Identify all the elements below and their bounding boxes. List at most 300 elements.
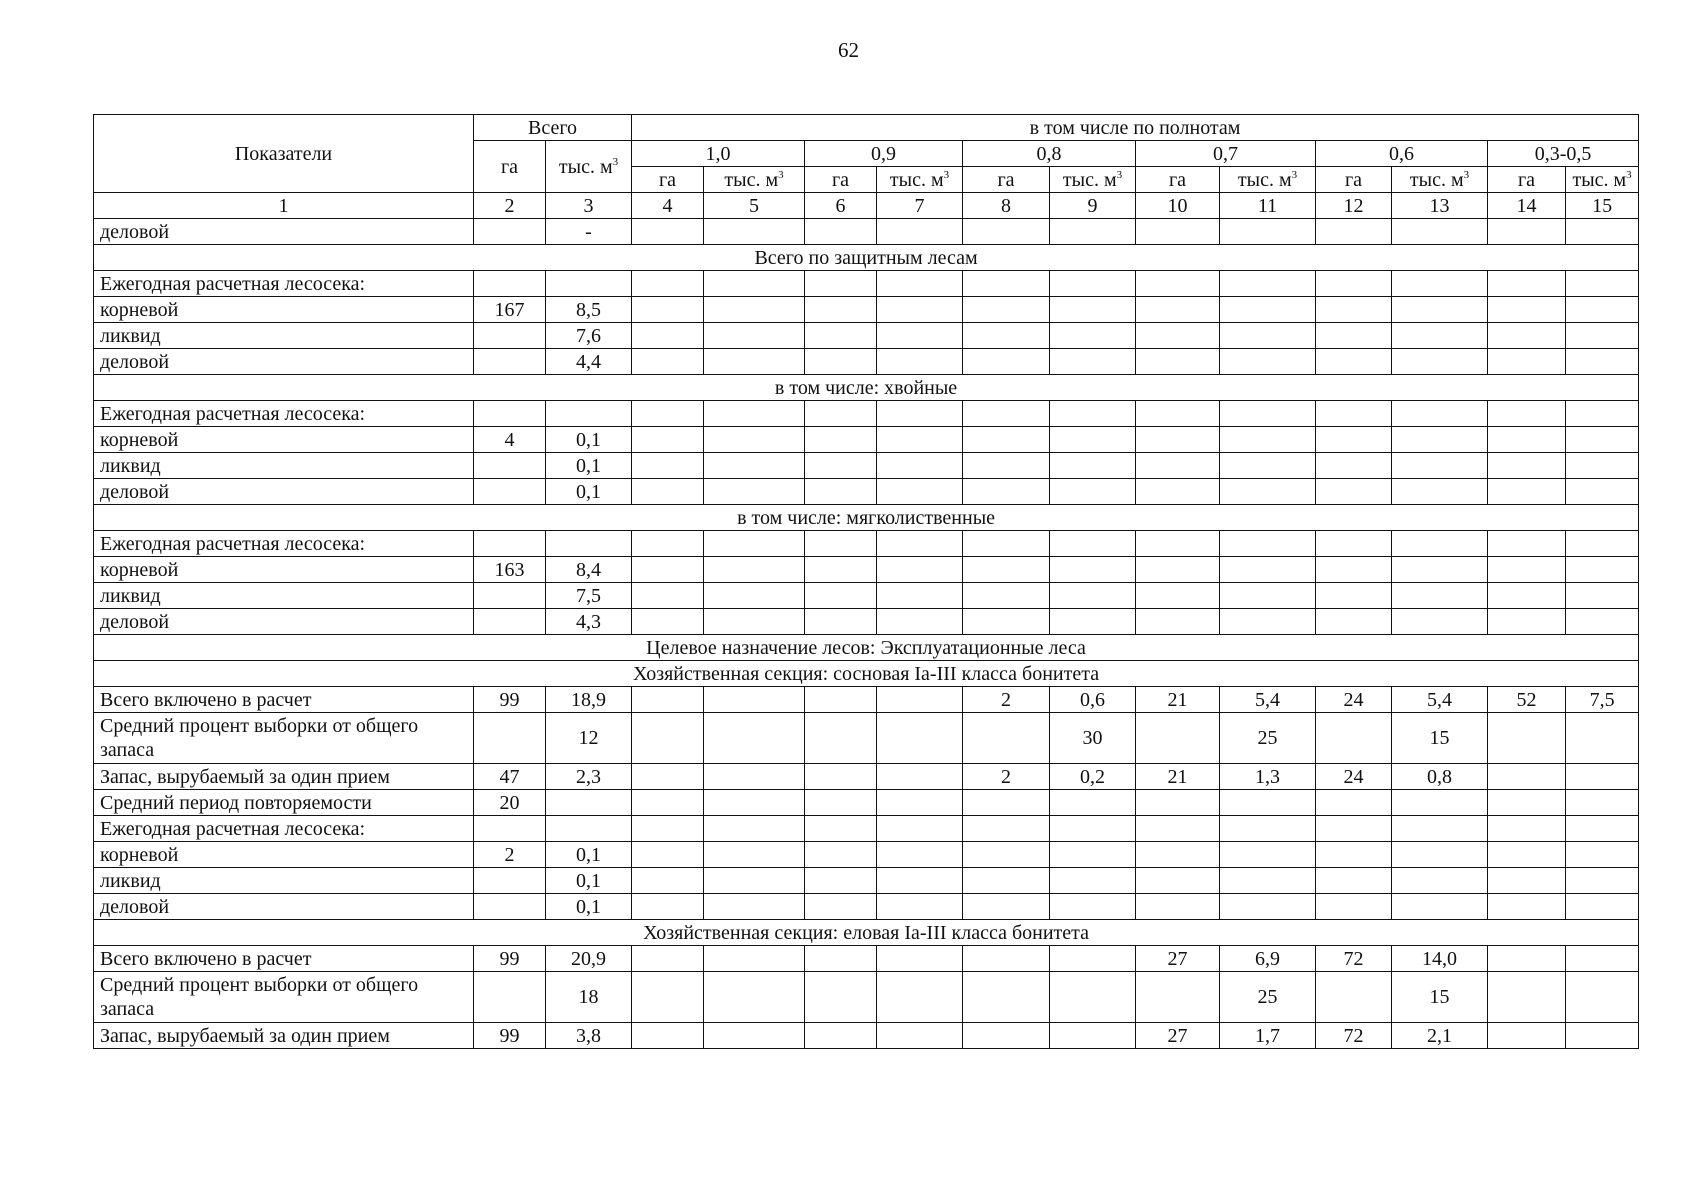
column-number: 3 bbox=[546, 193, 632, 219]
header-density-0-7: 0,7 bbox=[1136, 141, 1316, 167]
table-cell bbox=[1488, 713, 1566, 764]
table-cell bbox=[1050, 271, 1136, 297]
column-number: 2 bbox=[474, 193, 546, 219]
table-cell bbox=[1316, 531, 1392, 557]
table-cell bbox=[1050, 790, 1136, 816]
table-cell bbox=[474, 531, 546, 557]
table-cell bbox=[1566, 349, 1639, 375]
table-cell bbox=[1392, 531, 1488, 557]
table-cell bbox=[1488, 479, 1566, 505]
table-cell bbox=[963, 297, 1050, 323]
row-label: ликвид bbox=[94, 453, 474, 479]
table-cell bbox=[1488, 453, 1566, 479]
table-cell bbox=[1050, 453, 1136, 479]
table-row bbox=[94, 323, 1639, 349]
table-cell bbox=[1566, 219, 1639, 245]
table-cell: - bbox=[546, 219, 632, 245]
table-row bbox=[94, 583, 1639, 609]
header-unit-ha: га bbox=[1316, 167, 1392, 193]
row-label: Средний процент выборки от общего запаса bbox=[94, 713, 474, 764]
section-row bbox=[94, 505, 1639, 531]
table-row bbox=[94, 1023, 1639, 1049]
table-cell bbox=[805, 297, 877, 323]
header-including-by-density: в том числе по полнотам bbox=[632, 115, 1639, 141]
table-cell: 20,9 bbox=[546, 946, 632, 972]
table-cell bbox=[546, 816, 632, 842]
row-label: Запас, вырубаемый за один прием bbox=[94, 764, 474, 790]
table-cell bbox=[704, 687, 805, 713]
table-cell bbox=[805, 583, 877, 609]
table-cell bbox=[1220, 401, 1316, 427]
table-cell: 2,1 bbox=[1392, 1023, 1488, 1049]
table-cell: 0,6 bbox=[1050, 687, 1136, 713]
column-number: 11 bbox=[1220, 193, 1316, 219]
table-cell bbox=[1136, 401, 1220, 427]
table-cell: 0,1 bbox=[546, 842, 632, 868]
table-cell: 5,4 bbox=[1392, 687, 1488, 713]
row-label: Всего включено в расчет bbox=[94, 687, 474, 713]
table-cell: 2 bbox=[474, 842, 546, 868]
table-cell bbox=[1566, 972, 1639, 1023]
table-cell bbox=[1050, 609, 1136, 635]
table-cell bbox=[805, 790, 877, 816]
table-cell: 72 bbox=[1316, 946, 1392, 972]
table-cell bbox=[963, 894, 1050, 920]
table-cell bbox=[1136, 219, 1220, 245]
table-cell bbox=[1392, 868, 1488, 894]
table-cell bbox=[877, 557, 963, 583]
table-cell bbox=[632, 349, 704, 375]
table-cell: 15 bbox=[1392, 713, 1488, 764]
table-cell bbox=[1566, 816, 1639, 842]
header-density-1-0: 1,0 bbox=[632, 141, 805, 167]
table-cell bbox=[1566, 1023, 1639, 1049]
table-cell bbox=[1316, 790, 1392, 816]
table-cell: 27 bbox=[1136, 946, 1220, 972]
table-cell bbox=[805, 972, 877, 1023]
table-cell bbox=[1392, 297, 1488, 323]
table-cell bbox=[632, 1023, 704, 1049]
table-cell bbox=[1566, 297, 1639, 323]
table-cell bbox=[1566, 713, 1639, 764]
table-cell bbox=[805, 842, 877, 868]
table-cell bbox=[704, 868, 805, 894]
table-cell bbox=[877, 1023, 963, 1049]
table-cell bbox=[963, 609, 1050, 635]
table-cell bbox=[704, 557, 805, 583]
row-label: деловой bbox=[94, 894, 474, 920]
table-cell: 2,3 bbox=[546, 764, 632, 790]
table-cell bbox=[1220, 427, 1316, 453]
header-unit-ha: га bbox=[963, 167, 1050, 193]
column-number: 12 bbox=[1316, 193, 1392, 219]
table-cell bbox=[1050, 323, 1136, 349]
table-cell bbox=[963, 453, 1050, 479]
table-row bbox=[94, 816, 1639, 842]
table-cell bbox=[704, 427, 805, 453]
table-cell bbox=[963, 972, 1050, 1023]
table-cell bbox=[877, 842, 963, 868]
table-cell bbox=[1392, 349, 1488, 375]
section-row bbox=[94, 920, 1639, 946]
table-cell bbox=[963, 401, 1050, 427]
table-cell bbox=[1566, 427, 1639, 453]
table-row bbox=[94, 401, 1639, 427]
row-label: Ежегодная расчетная лесосека: bbox=[94, 401, 474, 427]
table-cell bbox=[1392, 894, 1488, 920]
table-cell bbox=[1220, 323, 1316, 349]
table-cell bbox=[877, 271, 963, 297]
table-row bbox=[94, 427, 1639, 453]
table-cell: 99 bbox=[474, 687, 546, 713]
table-cell bbox=[1136, 557, 1220, 583]
header-unit-volume: тыс. $м^3$ bbox=[1220, 167, 1316, 193]
section-row bbox=[94, 661, 1639, 687]
table-cell bbox=[1220, 271, 1316, 297]
table-cell bbox=[1488, 972, 1566, 1023]
table-cell bbox=[1220, 531, 1316, 557]
table-cell bbox=[877, 816, 963, 842]
table-cell bbox=[1566, 790, 1639, 816]
table-cell bbox=[1488, 816, 1566, 842]
table-cell: 167 bbox=[474, 297, 546, 323]
section-title: в том числе: мягколиственные bbox=[94, 505, 1639, 531]
table-cell: 8,4 bbox=[546, 557, 632, 583]
table-cell bbox=[877, 349, 963, 375]
header-indicators: Показатели bbox=[94, 115, 474, 193]
table-row bbox=[94, 557, 1639, 583]
column-number: 15 bbox=[1566, 193, 1639, 219]
table-cell bbox=[704, 401, 805, 427]
table-cell bbox=[1566, 557, 1639, 583]
table-cell bbox=[474, 816, 546, 842]
table-row bbox=[94, 713, 1639, 764]
table-cell bbox=[805, 323, 877, 349]
table-cell bbox=[1316, 349, 1392, 375]
table-cell bbox=[805, 219, 877, 245]
table-cell bbox=[1488, 271, 1566, 297]
table-cell: 24 bbox=[1316, 764, 1392, 790]
table-cell bbox=[704, 479, 805, 505]
table-cell: 7,6 bbox=[546, 323, 632, 349]
row-label: Средний период повторяемости bbox=[94, 790, 474, 816]
table-cell bbox=[1316, 972, 1392, 1023]
table-cell: 2 bbox=[963, 687, 1050, 713]
table-cell bbox=[963, 479, 1050, 505]
table-cell bbox=[805, 764, 877, 790]
column-number: 13 bbox=[1392, 193, 1488, 219]
row-label: деловой bbox=[94, 479, 474, 505]
table-cell bbox=[1316, 557, 1392, 583]
table-cell bbox=[877, 894, 963, 920]
table-cell bbox=[632, 713, 704, 764]
header-density-0-6: 0,6 bbox=[1316, 141, 1488, 167]
table-cell bbox=[1392, 427, 1488, 453]
header-density-0-8: 0,8 bbox=[963, 141, 1136, 167]
table-cell bbox=[1566, 868, 1639, 894]
table-cell bbox=[963, 323, 1050, 349]
table-cell bbox=[877, 531, 963, 557]
header-total-ha: га bbox=[474, 141, 546, 193]
header-density-0-9: 0,9 bbox=[805, 141, 963, 167]
table-cell bbox=[1316, 453, 1392, 479]
table-cell bbox=[963, 1023, 1050, 1049]
table-cell bbox=[1220, 894, 1316, 920]
table-cell bbox=[704, 816, 805, 842]
table-cell bbox=[1136, 972, 1220, 1023]
table-cell bbox=[1050, 868, 1136, 894]
table-cell bbox=[1050, 946, 1136, 972]
table-cell bbox=[1488, 842, 1566, 868]
table-cell bbox=[877, 219, 963, 245]
table-cell: 12 bbox=[546, 713, 632, 764]
table-cell bbox=[1488, 764, 1566, 790]
table-row bbox=[94, 271, 1639, 297]
table-cell bbox=[632, 764, 704, 790]
table-cell bbox=[474, 453, 546, 479]
table-cell bbox=[1488, 868, 1566, 894]
table-row bbox=[94, 609, 1639, 635]
table-cell bbox=[963, 868, 1050, 894]
table-cell bbox=[1050, 1023, 1136, 1049]
table-cell bbox=[1488, 946, 1566, 972]
table-cell bbox=[877, 427, 963, 453]
header-unit-volume: тыс. $м^3$ bbox=[1392, 167, 1488, 193]
section-row bbox=[94, 375, 1639, 401]
table-cell bbox=[1050, 349, 1136, 375]
table-cell: 30 bbox=[1050, 713, 1136, 764]
table-row bbox=[94, 842, 1639, 868]
table-cell bbox=[632, 946, 704, 972]
table-cell bbox=[474, 479, 546, 505]
table-cell bbox=[1488, 323, 1566, 349]
table-cell bbox=[704, 323, 805, 349]
table-cell bbox=[877, 609, 963, 635]
table-cell bbox=[805, 868, 877, 894]
row-label: ликвид bbox=[94, 583, 474, 609]
table-cell bbox=[1316, 894, 1392, 920]
table-cell bbox=[1220, 790, 1316, 816]
table-cell bbox=[1136, 713, 1220, 764]
table-cell bbox=[1566, 323, 1639, 349]
table-cell bbox=[963, 427, 1050, 453]
row-label: ликвид bbox=[94, 868, 474, 894]
table-cell bbox=[1392, 401, 1488, 427]
table-cell: 1,3 bbox=[1220, 764, 1316, 790]
table-cell bbox=[963, 816, 1050, 842]
table-cell bbox=[1136, 816, 1220, 842]
table-cell: 25 bbox=[1220, 713, 1316, 764]
table-cell bbox=[632, 972, 704, 1023]
table-cell bbox=[1316, 816, 1392, 842]
page-number: 62 bbox=[838, 38, 859, 62]
header-unit-volume: тыс. $м^3$ bbox=[704, 167, 805, 193]
table-cell: 2 bbox=[963, 764, 1050, 790]
table-cell: 14,0 bbox=[1392, 946, 1488, 972]
table-cell bbox=[877, 479, 963, 505]
table-cell bbox=[1220, 479, 1316, 505]
table-cell bbox=[1136, 453, 1220, 479]
table-cell bbox=[877, 297, 963, 323]
table-row bbox=[94, 687, 1639, 713]
table-cell: 27 bbox=[1136, 1023, 1220, 1049]
table-cell bbox=[704, 1023, 805, 1049]
table-cell bbox=[474, 401, 546, 427]
section-title: Всего по защитным лесам bbox=[94, 245, 1639, 271]
row-label: корневой bbox=[94, 297, 474, 323]
table-cell bbox=[1392, 271, 1488, 297]
table-cell bbox=[704, 609, 805, 635]
table-cell: 0,1 bbox=[546, 868, 632, 894]
header-density-0-3-0-5: 0,3-0,5 bbox=[1488, 141, 1639, 167]
table-cell bbox=[1136, 531, 1220, 557]
table-cell bbox=[1566, 531, 1639, 557]
column-number: 10 bbox=[1136, 193, 1220, 219]
table-cell bbox=[1136, 479, 1220, 505]
table-cell: 52 bbox=[1488, 687, 1566, 713]
table-cell bbox=[704, 894, 805, 920]
table-cell bbox=[1136, 868, 1220, 894]
table-cell bbox=[632, 868, 704, 894]
table-cell bbox=[632, 687, 704, 713]
table-cell bbox=[1220, 842, 1316, 868]
table-cell bbox=[546, 790, 632, 816]
column-number: 1 bbox=[94, 193, 474, 219]
table-cell bbox=[704, 790, 805, 816]
table-cell bbox=[805, 271, 877, 297]
table-cell bbox=[1220, 557, 1316, 583]
table-cell bbox=[877, 790, 963, 816]
table-cell bbox=[474, 713, 546, 764]
table-cell bbox=[877, 687, 963, 713]
table-cell bbox=[1316, 868, 1392, 894]
table-cell bbox=[632, 323, 704, 349]
header-total-volume: тыс. $м^3$ bbox=[546, 141, 632, 193]
table-cell bbox=[1566, 479, 1639, 505]
table-cell: 21 bbox=[1136, 764, 1220, 790]
table-cell: 4 bbox=[474, 427, 546, 453]
table-cell bbox=[1316, 713, 1392, 764]
row-label: Ежегодная расчетная лесосека: bbox=[94, 816, 474, 842]
table-cell: 3,8 bbox=[546, 1023, 632, 1049]
table-cell bbox=[1392, 453, 1488, 479]
table-cell bbox=[877, 323, 963, 349]
table-cell bbox=[1050, 816, 1136, 842]
table-cell bbox=[546, 531, 632, 557]
table-cell bbox=[1220, 583, 1316, 609]
table-row bbox=[94, 349, 1639, 375]
table-cell bbox=[1050, 479, 1136, 505]
table-cell: 8,5 bbox=[546, 297, 632, 323]
table-cell: 24 bbox=[1316, 687, 1392, 713]
table-cell bbox=[1220, 816, 1316, 842]
table-cell bbox=[474, 894, 546, 920]
table-cell bbox=[1220, 609, 1316, 635]
table-cell: 99 bbox=[474, 946, 546, 972]
table-cell bbox=[1566, 842, 1639, 868]
table-cell: 0,2 bbox=[1050, 764, 1136, 790]
table-cell bbox=[877, 972, 963, 1023]
table-cell bbox=[1392, 583, 1488, 609]
table-cell bbox=[1220, 453, 1316, 479]
table-cell bbox=[805, 713, 877, 764]
table-cell: 0,1 bbox=[546, 453, 632, 479]
table-cell: 7,5 bbox=[1566, 687, 1639, 713]
table-cell bbox=[1392, 790, 1488, 816]
table-cell bbox=[1566, 764, 1639, 790]
section-row bbox=[94, 635, 1639, 661]
table-cell bbox=[1050, 557, 1136, 583]
table-cell bbox=[1220, 349, 1316, 375]
table-cell bbox=[805, 894, 877, 920]
row-label: Средний процент выборки от общего запаса bbox=[94, 972, 474, 1023]
table-cell: 0,1 bbox=[546, 427, 632, 453]
table-cell: 5,4 bbox=[1220, 687, 1316, 713]
row-label: корневой bbox=[94, 427, 474, 453]
table-cell bbox=[474, 219, 546, 245]
table-cell bbox=[1488, 531, 1566, 557]
table-cell: 0,1 bbox=[546, 479, 632, 505]
table-cell bbox=[1136, 790, 1220, 816]
table-cell bbox=[474, 323, 546, 349]
forest-harvest-table bbox=[93, 114, 1639, 1049]
row-label: корневой bbox=[94, 557, 474, 583]
table-cell bbox=[877, 583, 963, 609]
table-row bbox=[94, 894, 1639, 920]
table-cell bbox=[632, 479, 704, 505]
header-unit-volume: тыс. $м^3$ bbox=[877, 167, 963, 193]
table-cell bbox=[632, 790, 704, 816]
row-label: деловой bbox=[94, 349, 474, 375]
table-cell bbox=[1488, 894, 1566, 920]
table-cell bbox=[704, 972, 805, 1023]
table-cell bbox=[1316, 401, 1392, 427]
table-row bbox=[94, 531, 1639, 557]
table-cell bbox=[963, 583, 1050, 609]
table-cell bbox=[805, 946, 877, 972]
table-cell bbox=[546, 271, 632, 297]
table-cell bbox=[1050, 401, 1136, 427]
table-cell bbox=[474, 972, 546, 1023]
table-cell bbox=[1488, 297, 1566, 323]
table-cell bbox=[632, 894, 704, 920]
table-cell: 163 bbox=[474, 557, 546, 583]
table-cell bbox=[1136, 427, 1220, 453]
table-cell bbox=[1488, 557, 1566, 583]
column-number: 9 bbox=[1050, 193, 1136, 219]
table-cell bbox=[1136, 297, 1220, 323]
table-cell bbox=[805, 453, 877, 479]
table-cell: 6,9 bbox=[1220, 946, 1316, 972]
table-cell: 0,1 bbox=[546, 894, 632, 920]
header-unit-volume: тыс. $м^3$ bbox=[1566, 167, 1639, 193]
table-cell bbox=[1566, 271, 1639, 297]
table-cell bbox=[1566, 946, 1639, 972]
table-cell bbox=[1488, 219, 1566, 245]
table-cell bbox=[1488, 790, 1566, 816]
table-cell bbox=[632, 816, 704, 842]
table-cell bbox=[632, 583, 704, 609]
table-cell bbox=[1220, 297, 1316, 323]
table-cell bbox=[1392, 609, 1488, 635]
table-cell bbox=[1566, 583, 1639, 609]
column-number: 14 bbox=[1488, 193, 1566, 219]
row-label: Всего включено в расчет bbox=[94, 946, 474, 972]
table-cell bbox=[632, 531, 704, 557]
table-cell bbox=[805, 1023, 877, 1049]
table-cell bbox=[1316, 297, 1392, 323]
header-unit-volume: тыс. $м^3$ bbox=[1050, 167, 1136, 193]
